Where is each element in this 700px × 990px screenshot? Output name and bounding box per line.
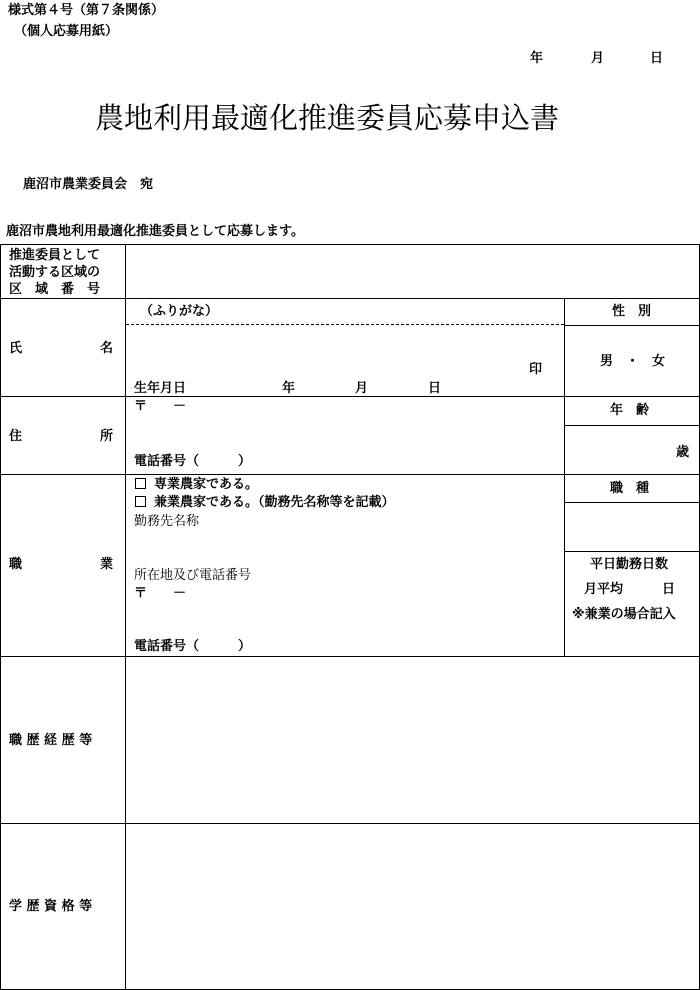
- birth-day-label: 日: [428, 381, 442, 396]
- full-time-farmer-option[interactable]: [135, 478, 258, 491]
- row-divider-3: [0, 474, 700, 475]
- part-time-farmer-option[interactable]: [135, 496, 395, 509]
- part-time-checkbox[interactable]: [135, 496, 146, 507]
- intro-text: 鹿沼市農地利用最適化推進委員として応募します。: [6, 224, 304, 239]
- workdays-note: ※兼業の場合記入: [572, 607, 676, 622]
- birth-month-label: 月: [355, 381, 369, 396]
- address-field[interactable]: [130, 416, 560, 452]
- employer-postal: 〒 －: [134, 586, 187, 601]
- address-label: 住 所: [9, 429, 114, 444]
- employer-name-label: 勤務先名称: [134, 514, 200, 529]
- workdays-label: 平日勤務日数: [590, 557, 669, 572]
- table-border-left: [0, 244, 1, 990]
- employer-location-label: 所在地及び電話番号: [134, 568, 252, 583]
- job-type-field[interactable]: [566, 504, 698, 550]
- age-label: 年 齢: [610, 403, 650, 418]
- education-field[interactable]: [127, 825, 698, 988]
- page-title: 農地利用最適化推進委員応募申込書: [95, 101, 560, 135]
- career-label: 職 歴 経 歴 等: [9, 733, 93, 748]
- career-field[interactable]: [127, 658, 698, 822]
- birthdate-label: 生年月日: [134, 381, 187, 396]
- employer-phone-label: 電話番号（ ）: [134, 639, 252, 654]
- area-label-line2: 活動する区域の: [9, 265, 101, 280]
- furigana-field[interactable]: [240, 300, 560, 323]
- area-label-line1: 推進委員として: [9, 248, 101, 263]
- education-label: 学 歴 資 格 等: [9, 899, 93, 914]
- table-border-top: [0, 244, 700, 245]
- furigana-divider: [126, 324, 564, 325]
- workdays-divider: [564, 551, 700, 552]
- form-number: 様式第４号（第７条関係）: [8, 3, 165, 18]
- date-day-label: 日: [650, 51, 664, 66]
- job-type-header-divider: [564, 502, 700, 503]
- date-year-label: 年: [530, 51, 544, 66]
- sex-label: 性 別: [612, 304, 652, 319]
- sex-header-divider: [564, 325, 700, 326]
- seal-mark: 印: [529, 362, 543, 377]
- date-month-label: 月: [591, 51, 605, 66]
- row-divider-4: [0, 656, 700, 657]
- address-phone-label: 電話番号（ ）: [134, 454, 252, 469]
- label-column-divider: [125, 244, 126, 990]
- full-time-checkbox[interactable]: [135, 478, 146, 489]
- furigana-label: （ふりがな）: [140, 304, 219, 319]
- addressee: 鹿沼市農業委員会 宛: [23, 177, 154, 192]
- address-postal: 〒 －: [134, 399, 187, 414]
- row-divider-1: [0, 298, 700, 299]
- age-header-divider: [564, 425, 700, 426]
- name-label: 氏 名: [9, 341, 114, 356]
- sex-options[interactable]: 男 ・ 女: [600, 354, 666, 369]
- part-time-label: 兼業農家である。（勤務先名称等を記載）: [154, 495, 395, 510]
- workdays-value: 月平均 日: [584, 582, 676, 597]
- job-type-label: 職 種: [610, 481, 650, 496]
- birth-year-label: 年: [282, 381, 296, 396]
- right-column-divider: [564, 298, 565, 656]
- age-unit: 歳: [676, 445, 690, 460]
- area-number-field[interactable]: [127, 246, 698, 297]
- area-label-line3: 区 域 番 号: [9, 282, 101, 297]
- form-subtitle: （個人応募用紙）: [14, 24, 119, 39]
- occupation-label: 職 業: [9, 557, 114, 572]
- name-field[interactable]: [130, 328, 520, 374]
- full-time-label: 専業農家である。: [154, 477, 259, 492]
- row-divider-5: [0, 823, 700, 824]
- row-divider-2: [0, 396, 700, 397]
